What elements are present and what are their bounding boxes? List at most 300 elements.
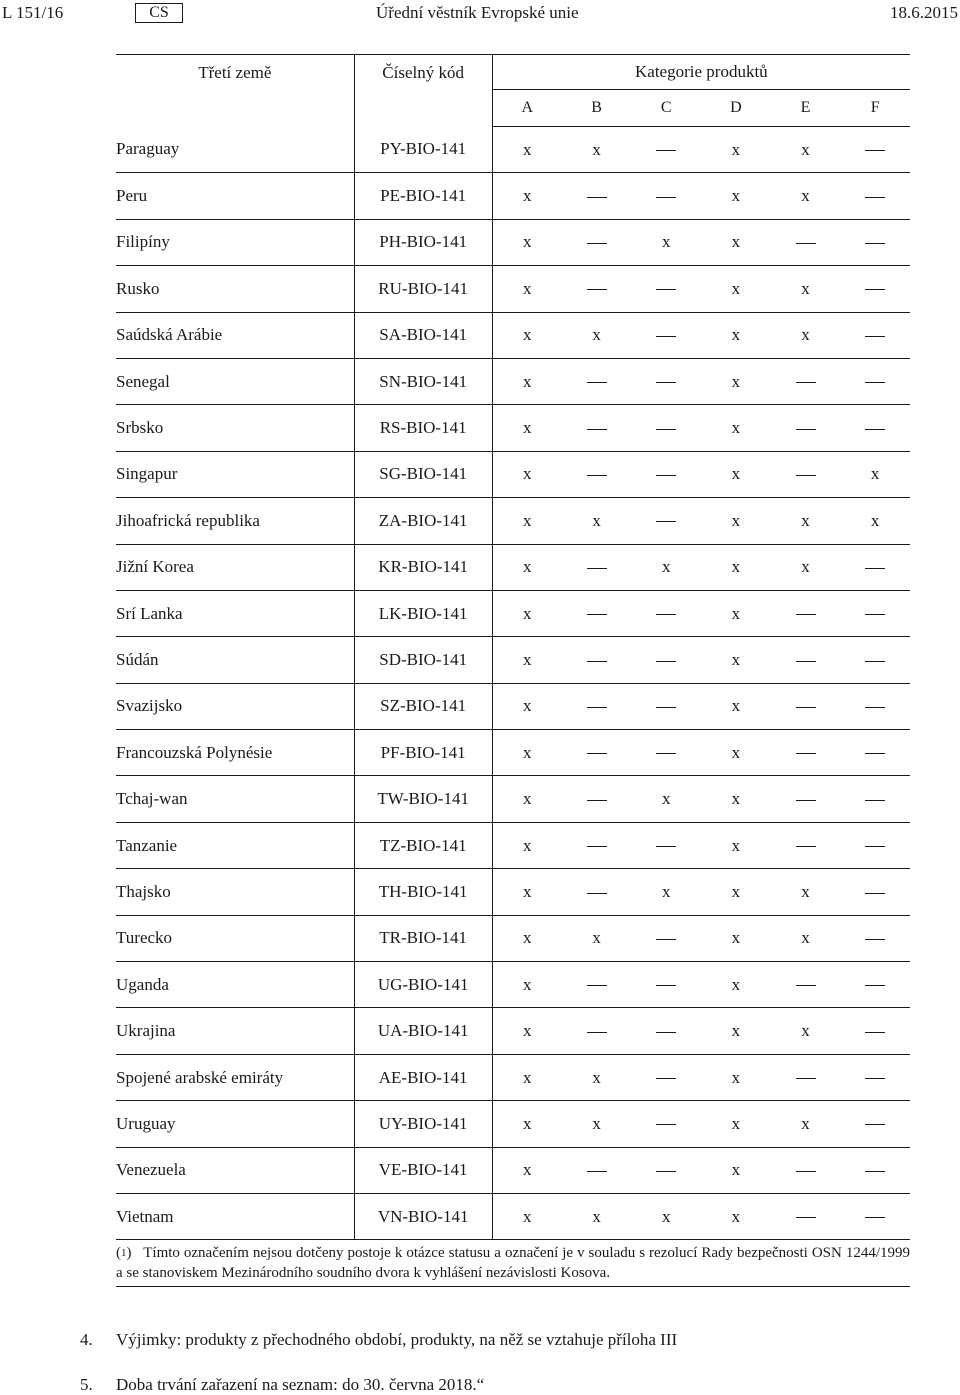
category-dash-cell [562,266,632,312]
category-mark-cell: x [701,776,771,822]
dash-mark [587,1171,607,1172]
country-cell: Rusko [116,266,354,312]
category-mark-cell: x [492,683,562,729]
journal-title: Úřední věstník Evropské unie [376,3,579,22]
category-mark-cell: x [562,915,632,961]
header-country: Třetí země [116,55,354,127]
code-cell: AE-BIO-141 [354,1054,492,1100]
category-dash-cell [840,405,910,451]
dash-mark [796,707,816,708]
category-dash-cell [840,544,910,590]
category-dash-cell [771,1193,841,1239]
table-row [116,730,910,776]
dash-mark [656,614,676,615]
dash-mark [865,661,885,662]
dash-mark [865,800,885,801]
category-dash-cell [631,1147,701,1193]
dash-mark [656,475,676,476]
country-cell: Turecko [116,915,354,961]
category-mark-cell: x [492,358,562,404]
category-mark-cell: x [701,962,771,1008]
category-mark-cell: x [771,312,841,358]
category-dash-cell [840,358,910,404]
code-cell: TR-BIO-141 [354,915,492,961]
category-dash-cell [771,358,841,404]
category-mark-cell: x [492,127,562,173]
dash-mark [865,1171,885,1172]
category-dash-cell [631,312,701,358]
category-dash-cell [631,915,701,961]
category-mark-cell: x [701,173,771,219]
category-mark-cell: x [631,544,701,590]
code-cell: PY-BIO-141 [354,127,492,173]
category-mark-cell: x [631,1193,701,1239]
category-dash-cell [562,219,632,265]
table-row [116,1008,910,1054]
table-row [116,544,910,590]
category-dash-cell [562,822,632,868]
country-cell: Súdán [116,637,354,683]
category-mark-cell: x [771,1008,841,1054]
category-dash-cell [562,1008,632,1054]
category-mark-cell: x [701,312,771,358]
dash-mark [587,429,607,430]
category-dash-cell [840,962,910,1008]
dash-mark [796,753,816,754]
category-mark-cell: x [492,544,562,590]
category-mark-cell: x [492,962,562,1008]
category-dash-cell [631,637,701,683]
category-dash-cell [771,962,841,1008]
category-mark-cell: x [562,498,632,544]
country-cell: Venezuela [116,1147,354,1193]
country-cell: Srbsko [116,405,354,451]
category-dash-cell [840,730,910,776]
category-mark-cell: x [701,683,771,729]
category-mark-cell: x [492,822,562,868]
language-code-box: CS [135,3,183,23]
header-category-d: D [701,90,771,127]
category-dash-cell [771,451,841,497]
category-dash-cell [631,405,701,451]
category-dash-cell [771,1147,841,1193]
category-dash-cell [631,730,701,776]
country-cell: Senegal [116,358,354,404]
category-dash-cell [840,637,910,683]
dash-mark [796,1171,816,1172]
country-cell: Peru [116,173,354,219]
category-mark-cell: x [492,312,562,358]
footnote-marker: 1 [121,1247,127,1259]
country-cell: Spojené arabské emiráty [116,1054,354,1100]
category-dash-cell [562,776,632,822]
category-mark-cell: x [701,1054,771,1100]
category-mark-cell: x [701,730,771,776]
category-dash-cell [562,544,632,590]
dash-mark [865,197,885,198]
category-mark-cell: x [492,915,562,961]
dash-mark [656,661,676,662]
category-mark-cell: x [492,637,562,683]
category-mark-cell: x [771,1101,841,1147]
country-cell: Singapur [116,451,354,497]
dash-mark [656,289,676,290]
category-dash-cell [631,127,701,173]
dash-mark [656,336,676,337]
category-dash-cell [771,730,841,776]
category-mark-cell: x [701,219,771,265]
country-cell: Jihoafrická republika [116,498,354,544]
dash-mark [656,429,676,430]
category-mark-cell: x [771,869,841,915]
category-dash-cell [771,590,841,636]
category-mark-cell: x [631,219,701,265]
category-dash-cell [771,822,841,868]
table-row [116,312,910,358]
dash-mark [796,1078,816,1079]
category-mark-cell: x [492,498,562,544]
category-mark-cell: x [701,915,771,961]
category-mark-cell: x [701,498,771,544]
category-mark-cell: x [492,266,562,312]
header-category-e: E [771,90,841,127]
header-category-c: C [631,90,701,127]
category-mark-cell: x [492,1147,562,1193]
dash-mark [587,985,607,986]
table-row [116,358,910,404]
table-row [116,962,910,1008]
category-mark-cell: x [701,127,771,173]
category-mark-cell: x [701,405,771,451]
category-mark-cell: x [562,1193,632,1239]
country-cell: Svazijsko [116,683,354,729]
point-4 [80,1330,677,1350]
dash-mark [796,985,816,986]
dash-mark [587,753,607,754]
category-mark-cell: x [492,1193,562,1239]
category-dash-cell [562,451,632,497]
header-category-f: F [840,90,910,127]
country-cell: Uganda [116,962,354,1008]
category-mark-cell: x [492,730,562,776]
country-cell: Ukrajina [116,1008,354,1054]
dash-mark [587,846,607,847]
table-row [116,127,910,173]
category-mark-cell: x [771,173,841,219]
category-dash-cell [840,173,910,219]
category-dash-cell [840,312,910,358]
table-row [116,1054,910,1100]
dash-mark [656,985,676,986]
code-cell: UY-BIO-141 [354,1101,492,1147]
dash-mark [796,661,816,662]
dash-mark [865,1078,885,1079]
category-dash-cell [631,962,701,1008]
category-dash-cell [840,266,910,312]
category-dash-cell [840,776,910,822]
dash-mark [865,939,885,940]
category-mark-cell: x [492,451,562,497]
category-dash-cell [771,219,841,265]
country-cell: Srí Lanka [116,590,354,636]
category-mark-cell: x [562,1054,632,1100]
table-row [116,1193,910,1239]
country-cell: Jižní Korea [116,544,354,590]
code-cell: PE-BIO-141 [354,173,492,219]
dash-mark [587,893,607,894]
dash-mark [587,289,607,290]
category-dash-cell [631,590,701,636]
category-dash-cell [840,590,910,636]
code-cell: RU-BIO-141 [354,266,492,312]
category-dash-cell [771,1054,841,1100]
category-mark-cell: x [771,544,841,590]
category-dash-cell [562,730,632,776]
point-number: 4. [80,1330,93,1349]
country-cell: Uruguay [116,1101,354,1147]
table-row [116,915,910,961]
footnote-divider [116,1286,910,1287]
category-dash-cell [771,776,841,822]
category-mark-cell: x [771,266,841,312]
dash-mark [656,382,676,383]
category-mark-cell: x [492,1054,562,1100]
category-dash-cell [840,1193,910,1239]
code-cell: TH-BIO-141 [354,869,492,915]
footnote-text: Tímto označením nejsou dotčeny postoje k otázce statusu a označení je v souladu s rezolucí Rady bezpečnosti OSN 1244/1999 a se stanoviskem Mezinárodního soudního dvora k vyhlášení nezávislosti Kosova. [116,1245,910,1281]
dash-mark [796,846,816,847]
category-mark-cell: x [701,1101,771,1147]
code-cell: UA-BIO-141 [354,1008,492,1054]
category-mark-cell: x [562,312,632,358]
category-dash-cell [562,1147,632,1193]
category-dash-cell [840,1054,910,1100]
dash-mark [656,1171,676,1172]
table-row [116,266,910,312]
category-mark-cell: x [771,915,841,961]
category-mark-cell: x [562,1101,632,1147]
table-row [116,219,910,265]
category-mark-cell: x [701,1147,771,1193]
category-dash-cell [631,451,701,497]
country-cell: Vietnam [116,1193,354,1239]
category-dash-cell [840,869,910,915]
country-cell: Saúdská Arábie [116,312,354,358]
table-row [116,1101,910,1147]
code-cell: KR-BIO-141 [354,544,492,590]
category-dash-cell [562,637,632,683]
category-dash-cell [771,405,841,451]
code-cell: UG-BIO-141 [354,962,492,1008]
code-cell: ZA-BIO-141 [354,498,492,544]
dash-mark [587,707,607,708]
dash-mark [587,197,607,198]
dash-mark [587,800,607,801]
category-mark-cell: x [492,869,562,915]
category-mark-cell: x [562,127,632,173]
category-mark-cell: x [701,266,771,312]
footnote: ($^1$) Tímto označením nejsou dotčeny postoje k otázce statusu a označení je v souladu s rezolucí Rady bezpečnosti OSN 1244/1999 a se stanoviskem Mezinárodního soudního dvora k vyhlášení nezávislosti Kosova. [116,1245,910,1281]
dash-mark [865,1217,885,1218]
category-mark-cell: x [631,869,701,915]
dash-mark [656,707,676,708]
dash-mark [656,1124,676,1125]
category-dash-cell [631,266,701,312]
page-header [0,0,960,26]
table-row [116,869,910,915]
dash-mark [865,707,885,708]
code-cell: SD-BIO-141 [354,637,492,683]
category-mark-cell: x [701,1008,771,1054]
dash-mark [587,1032,607,1033]
category-mark-cell: x [492,1101,562,1147]
table-row [116,173,910,219]
code-cell: LK-BIO-141 [354,590,492,636]
category-dash-cell [631,358,701,404]
dash-mark [865,1124,885,1125]
dash-mark [796,429,816,430]
code-cell: SG-BIO-141 [354,451,492,497]
dash-mark [865,243,885,244]
category-mark-cell: x [840,451,910,497]
category-dash-cell [840,1147,910,1193]
category-mark-cell: x [701,544,771,590]
category-mark-cell: x [492,776,562,822]
point-text: Výjimky: produkty z přechodného období, produkty, na něž se vztahuje příloha III [116,1330,678,1349]
category-dash-cell [631,1101,701,1147]
category-dash-cell [840,822,910,868]
code-cell: VE-BIO-141 [354,1147,492,1193]
point-5 [80,1375,484,1395]
code-cell: PF-BIO-141 [354,730,492,776]
category-dash-cell [562,358,632,404]
dash-mark [587,243,607,244]
journal-reference: L 151/16 [2,3,64,22]
dash-mark [865,753,885,754]
category-dash-cell [771,683,841,729]
country-cell: Thajsko [116,869,354,915]
dash-mark [865,846,885,847]
dash-mark [587,661,607,662]
code-cell: SZ-BIO-141 [354,683,492,729]
table-row [116,405,910,451]
table-row [116,1147,910,1193]
category-mark-cell: x [492,590,562,636]
category-mark-cell: x [701,451,771,497]
category-mark-cell: x [492,173,562,219]
category-dash-cell [840,915,910,961]
category-dash-cell [631,683,701,729]
header-categories: Kategorie produktů [492,55,910,90]
category-mark-cell: x [492,219,562,265]
category-dash-cell [631,498,701,544]
country-cell: Paraguay [116,127,354,173]
code-cell: PH-BIO-141 [354,219,492,265]
third-countries-table [116,54,910,1240]
category-mark-cell: x [771,127,841,173]
dash-mark [656,846,676,847]
category-dash-cell [840,219,910,265]
table-row [116,637,910,683]
table-row [116,451,910,497]
category-dash-cell [771,637,841,683]
category-dash-cell [562,173,632,219]
code-cell: RS-BIO-141 [354,405,492,451]
category-mark-cell: x [701,1193,771,1239]
country-cell: Filipíny [116,219,354,265]
code-cell: SA-BIO-141 [354,312,492,358]
code-cell: TZ-BIO-141 [354,822,492,868]
country-cell: Tanzanie [116,822,354,868]
category-mark-cell: x [492,1008,562,1054]
category-dash-cell [840,1008,910,1054]
point-text: Doba trvání zařazení na seznam: do 30. června 2018.“ [116,1375,485,1394]
dash-mark [796,475,816,476]
table-row [116,683,910,729]
dash-mark [865,150,885,151]
category-dash-cell [562,962,632,1008]
dash-mark [587,568,607,569]
dash-mark [865,614,885,615]
category-mark-cell: x [492,405,562,451]
header-category-a: A [492,90,562,127]
dash-mark [865,1032,885,1033]
dash-mark [796,614,816,615]
category-mark-cell: x [701,637,771,683]
code-cell: SN-BIO-141 [354,358,492,404]
category-mark-cell: x [701,869,771,915]
category-dash-cell [840,1101,910,1147]
dash-mark [796,800,816,801]
dash-mark [587,475,607,476]
point-number: 5. [80,1375,93,1394]
dash-mark [656,521,676,522]
category-dash-cell [840,127,910,173]
category-mark-cell: x [701,590,771,636]
table-row [116,590,910,636]
category-mark-cell: x [771,498,841,544]
country-cell: Francouzská Polynésie [116,730,354,776]
dash-mark [587,614,607,615]
category-mark-cell: x [701,822,771,868]
category-dash-cell [631,822,701,868]
table-row [116,498,910,544]
dash-mark [656,1032,676,1033]
category-dash-cell [631,1008,701,1054]
code-cell: VN-BIO-141 [354,1193,492,1239]
dash-mark [865,382,885,383]
dash-mark [656,753,676,754]
header-code: Číselný kód [354,55,492,127]
category-mark-cell: x [701,358,771,404]
dash-mark [796,1217,816,1218]
dash-mark [656,1078,676,1079]
dash-mark [656,939,676,940]
code-cell: TW-BIO-141 [354,776,492,822]
dash-mark [796,382,816,383]
country-cell: Tchaj-wan [116,776,354,822]
dash-mark [796,243,816,244]
dash-mark [656,197,676,198]
publication-date: 18.6.2015 [890,3,958,22]
table-row [116,822,910,868]
dash-mark [865,985,885,986]
dash-mark [865,568,885,569]
category-dash-cell [562,869,632,915]
dash-mark [865,893,885,894]
category-dash-cell [631,1054,701,1100]
category-dash-cell [562,405,632,451]
